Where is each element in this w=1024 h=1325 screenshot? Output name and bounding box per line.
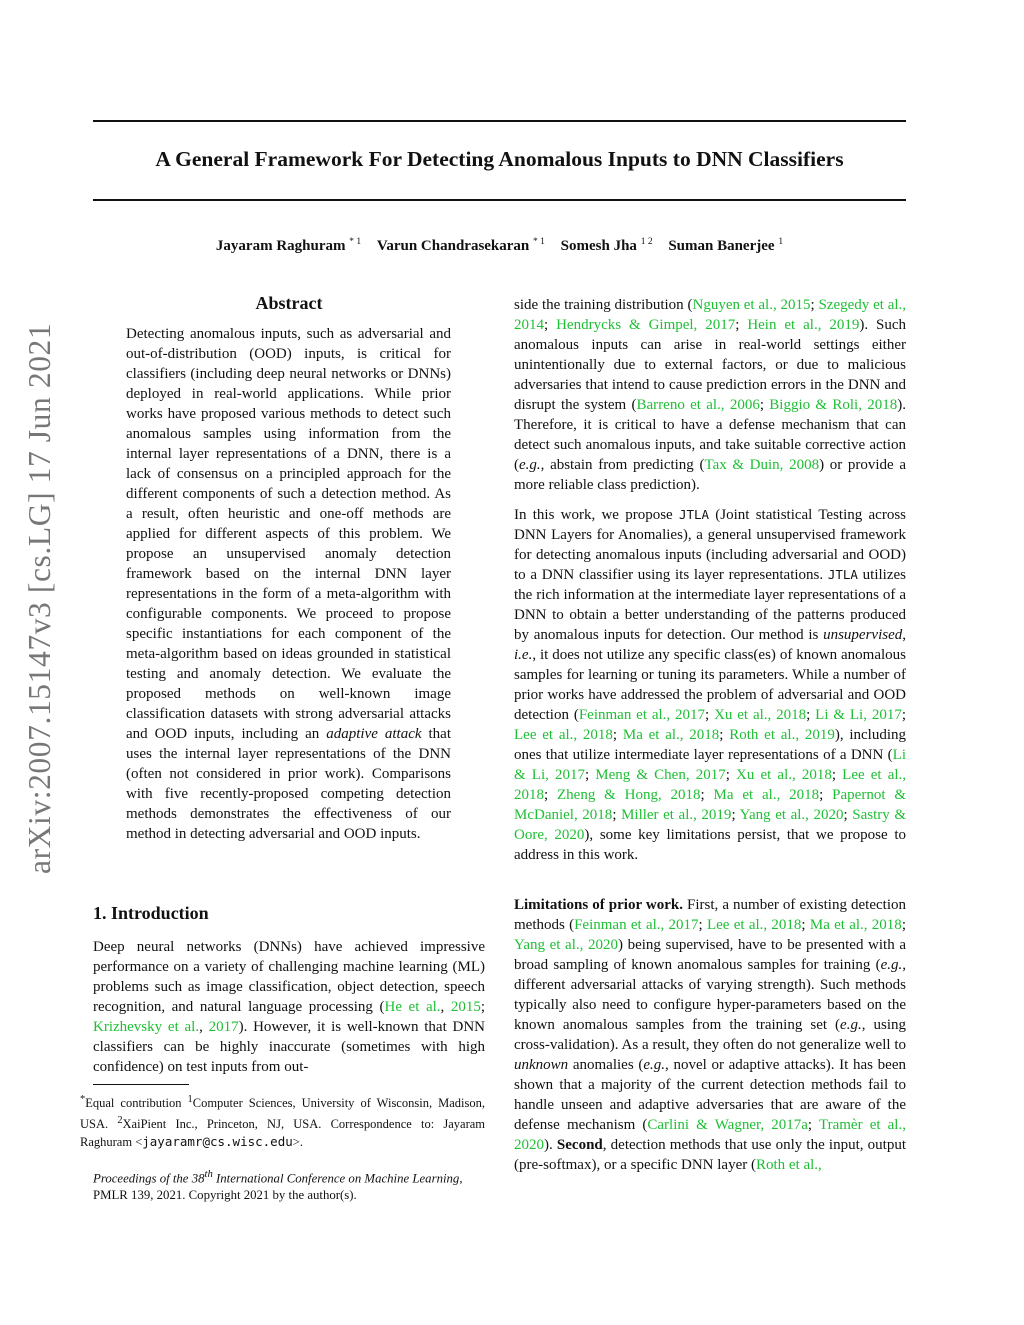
citation-link[interactable]: 2017 <box>208 1019 239 1035</box>
author-list <box>93 237 906 255</box>
citation-link[interactable]: Roth et al., 2019 <box>729 727 835 743</box>
author: Jayaram Raghuram $^{* 1}$ <box>215 237 362 254</box>
citation-link[interactable]: Yang et al., 2020 <box>739 807 844 823</box>
arxiv-stamp: arXiv:2007.15147v3 [cs.LG] 17 Jun 2021 <box>22 322 57 874</box>
abstract-heading: Abstract <box>255 293 323 313</box>
citation-link[interactable]: Yang et al., 2020 <box>514 937 618 953</box>
citation-link[interactable]: Feinman et al., 2017 <box>574 917 699 933</box>
citation-link[interactable]: He et al. <box>384 999 441 1015</box>
right-paragraph-3: Limitations of prior work. First, a number of existing detection methods (Feinman et al., 2017; Lee et al., 2018; Ma et al., 2018; Yang et al., 2020) being supervised, have to be presented with a broad sampling of known anomalous samples for training (e.g., different adversarial attacks of varying strength). Such methods typically also need to configure hyper-parameters based on the known anomalous samples from the training set (e.g., using cross-validation). As a result, they often do not generalize well to unknown anomalies (e.g., novel or adaptive attacks). It has been shown that a majority of the current detection methods fail to handle unseen and adaptive adversaries that are aware of the defense mechanism (Carlini & Wagner, 2017a; Tramèr et al., 2020). Second, detection methods that use only the input, output (pre-softmax), or a specific DNN layer (Roth et al., <box>514 897 906 1173</box>
citation-link[interactable]: Meng & Chen, 2017 <box>595 767 726 783</box>
right-paragraph-1: side the training distribution (Nguyen et al., 2015; Szegedy et al., 2014; Hendrycks & Gimpel, 2017; Hein et al., 2019). Such anomalous inputs can arise in real-world settings either unintentionally due to external factors, or due to malicious adversaries that intend to cause prediction errors in the DNN and disrupt the system (Barreno et al., 2006; Biggio & Roli, 2018). Therefore, it is critical to have a defense mechanism that can detect such anomalous inputs, and take suitable corrective action (e.g., abstain from predicting (Tax & Duin, 2008) or provide a more reliable class prediction). <box>514 297 907 493</box>
citation-link[interactable]: Papernot & McDaniel, 2018 <box>514 787 906 823</box>
paper-title: A General Framework For Detecting Anomalous Inputs to DNN Classifiers <box>155 147 844 171</box>
citation-link[interactable]: Ma et al., 2018 <box>622 727 720 743</box>
citation-link[interactable]: Miller et al., 2019 <box>621 807 732 823</box>
section-heading-introduction: 1. Introduction <box>93 903 209 923</box>
paragraph-heading: Limitations of prior work. <box>514 897 683 913</box>
citation-link[interactable]: Nguyen et al., 2015 <box>692 297 811 313</box>
citation-link[interactable]: Zheng & Hong, 2018 <box>557 787 701 803</box>
title-rule-top <box>93 120 906 122</box>
citation-link[interactable]: Lee et al., 2018 <box>514 727 613 743</box>
citation-link[interactable]: Tax & Duin, 2008 <box>704 457 820 473</box>
citation-link[interactable]: Ma et al., 2018 <box>809 917 902 933</box>
author: Varun Chandrasekaran $^{* 1}$ <box>376 237 545 254</box>
citation-link[interactable]: Sastry & Oore, 2020 <box>514 807 906 843</box>
citation-link[interactable]: Krizhevsky et al. <box>93 1019 200 1035</box>
citation-link[interactable]: Roth et al., <box>755 1157 822 1173</box>
citation-link[interactable]: Li & Li, 2017 <box>815 707 902 723</box>
citation-link[interactable]: Lee et al., 2018 <box>706 917 802 933</box>
method-name: JTLA <box>827 567 858 582</box>
author: Suman Banerjee $^1$ <box>668 237 784 254</box>
email-address[interactable]: jayaramr@cs.wisc.edu <box>142 1134 293 1150</box>
citation-link[interactable]: Feinman et al., 2017 <box>578 707 706 723</box>
author: Somesh Jha $^{1 2}$ <box>560 237 653 254</box>
method-name: JTLA <box>678 507 710 522</box>
introduction-paragraph: Deep neural networks (DNNs) have achieved impressive performance on a variety of challenging machine learning (ML) problems such as image classification, object detection, speech recognition, and natural language processing (He et al., 2015; Krizhevsky et al., 2017). However, it is well-known that DNN classifiers can be highly inaccurate (sometimes with high confidence) on test inputs from out- <box>93 939 486 1075</box>
footnote-rule <box>93 1084 189 1085</box>
citation-link[interactable]: Hein et al., 2019 <box>747 317 860 333</box>
citation-link[interactable]: Ma et al., 2018 <box>713 787 820 803</box>
citation-link[interactable]: Xu et al., 2018 <box>714 707 807 723</box>
citation-link[interactable]: 2015 <box>450 999 481 1015</box>
abstract-text: Detecting anomalous inputs, such as adversarial and out-of-distribution (OOD) inputs, is critical for classifiers (including deep neural networks or DNNs) deployed in real-world applications. While prior works have proposed various methods to detect such anomalous samples using information from the internal layer representations of a DNN, there is a lack of consensus on a principled approach for the different components of such a detection method. As a result, often heuristic and one-off methods are applied for different aspects of this problem. We propose an unsupervised anomaly detection framework based on the internal DNN layer representations in the form of a meta-algorithm with configurable components. We proceed to propose specific instantiations for each component of the meta-algorithm based on ideas grounded in statistical testing and anomaly detection. We evaluate the proposed methods on well-known image classification datasets with strong adversarial attacks and OOD inputs, including an adaptive attack that uses the internal layer representations of the DNN (often not considered in prior work). Comparisons with five recently-proposed competing detection methods demonstrates the effectiveness of our method in detecting adversarial and OOD inputs. <box>126 326 451 842</box>
proceedings-note: Proceedings of the 38th International Conference on Machine Learning, PMLR 139, 2021. Copyright 2021 by the author(s). <box>93 1169 463 1203</box>
citation-link[interactable]: Barreno et al., 2006 <box>636 397 760 413</box>
citation-link[interactable]: Szegedy et al., 2014 <box>514 297 907 333</box>
affiliation-footnote: *Equal contribution $^1$Computer Sciences, University of Wisconsin, Madison, USA. $^2$XaiPient Inc., Princeton, NJ, USA. Correspondence to: Jayaram Raghuram <jayaramr@cs.wisc.edu>. <box>80 1094 485 1150</box>
citation-link[interactable]: Lee et al., 2018 <box>514 767 907 803</box>
citation-link[interactable]: Biggio & Roli, 2018 <box>769 397 898 413</box>
citation-link[interactable]: Tramèr et al., 2020 <box>514 1117 906 1153</box>
citation-link[interactable]: Hendrycks & Gimpel, 2017 <box>556 317 736 333</box>
citation-link[interactable]: Xu et al., 2018 <box>736 767 832 783</box>
title-rule-bottom <box>93 199 906 201</box>
citation-link[interactable]: Carlini & Wagner, 2017a <box>647 1117 808 1133</box>
right-paragraph-2: In this work, we propose JTLA (Joint statistical Testing across DNN Layers for Anomalies), a general unsupervised framework for detecting anomalous inputs (including adversarial and OOD) to a DNN classifier using its layer representations. JTLA utilizes the rich information at the intermediate layer representations of a DNN to obtain a better understanding of the patterns produced by anomalous inputs for detection. Our method is unsupervised, i.e., it does not utilize any specific class(es) of known anomalous samples for learning or tuning its parameters. While a number of prior works have addressed the problem of adversarial and OOD detection (Feinman et al., 2017; Xu et al., 2018; Li & Li, 2017; Lee et al., 2018; Ma et al., 2018; Roth et al., 2019), including ones that utilize intermediate layer representations of a DNN (Li & Li, 2017; Meng & Chen, 2017; Xu et al., 2018; Lee et al., 2018; Zheng & Hong, 2018; Ma et al., 2018; Papernot & McDaniel, 2018; Miller et al., 2019; Yang et al., 2020; Sastry & Oore, 2020), some key limitations persist, that we propose to address in this work. <box>514 507 907 863</box>
citation-link[interactable]: Li & Li, 2017 <box>514 747 906 783</box>
